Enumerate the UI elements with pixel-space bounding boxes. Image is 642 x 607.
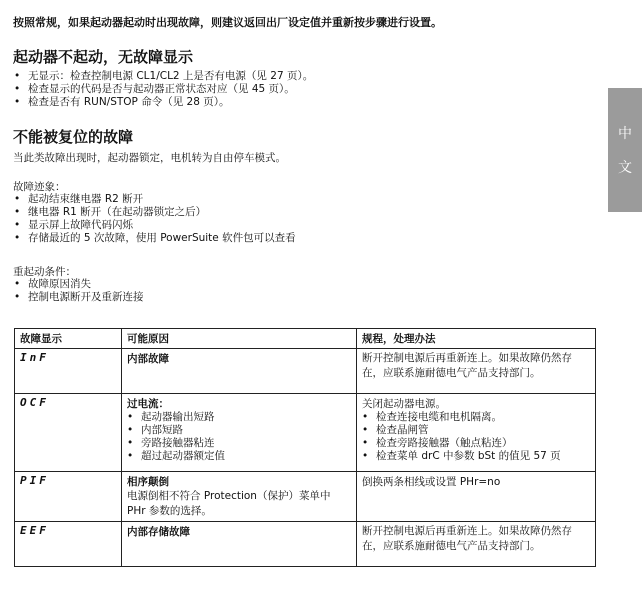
restart-conditions-label: 重起动条件： bbox=[13, 266, 76, 278]
section-title-non-resettable: 不能被复位的故障 bbox=[13, 128, 134, 146]
remedy-list bbox=[362, 411, 590, 463]
fault-table bbox=[14, 328, 596, 567]
list-item: • 检查晶闸管 bbox=[362, 424, 590, 437]
cause-cell bbox=[122, 394, 357, 472]
list-item: • 内部短路 bbox=[127, 424, 351, 437]
fault-code bbox=[15, 522, 122, 567]
cause-cell bbox=[122, 522, 357, 567]
fault-code-text: InF bbox=[20, 351, 49, 364]
list-item: • 无显示：检查控制电源 CL1/CL2 上是否有电源（见 27 页）。 bbox=[13, 70, 313, 83]
list-item: • 超过起动器额定值 bbox=[127, 450, 351, 463]
section-description: 当此类故障出现时，起动器锁定，电机转为自由停车模式。 bbox=[13, 152, 286, 164]
table-row bbox=[15, 394, 596, 472]
side-tab-char: 文 bbox=[618, 160, 632, 176]
list-item: • 显示屏上故障代码闪烁 bbox=[13, 219, 296, 232]
cause-title: 相序颠倒 bbox=[127, 476, 169, 488]
table-row bbox=[15, 522, 596, 567]
remedy-text: 断开控制电源后再重新连上。如果故障仍然存在，应联系施耐德电气产品支持部门。 bbox=[362, 525, 572, 552]
header-remedy: 规程，处理办法 bbox=[357, 329, 596, 349]
list-item: • 旁路接触器粘连 bbox=[127, 437, 351, 450]
cause-cell bbox=[122, 472, 357, 522]
cause-title: 内部故障 bbox=[127, 353, 169, 365]
fault-code-text: OCF bbox=[20, 396, 49, 409]
list-item: • 控制电源断开及重新连接 bbox=[13, 291, 144, 304]
language-side-tab bbox=[608, 88, 642, 212]
fault-code bbox=[15, 472, 122, 522]
table-header-row bbox=[15, 329, 596, 349]
remedy-text: 断开控制电源后再重新连上。如果故障仍然存在，应联系施耐德电气产品支持部门。 bbox=[362, 352, 572, 379]
cause-title: 过电流： bbox=[127, 398, 169, 410]
table-row bbox=[15, 472, 596, 522]
list-item: • 继电器 R1 断开（在起动器锁定之后） bbox=[13, 206, 296, 219]
fault-code bbox=[15, 394, 122, 472]
fault-signs-list bbox=[13, 193, 296, 245]
section-title-no-start: 起动器不起动，无故障显示 bbox=[13, 48, 194, 66]
remedy-cell bbox=[357, 522, 596, 567]
cause-cell bbox=[122, 349, 357, 394]
remedy-cell bbox=[357, 472, 596, 522]
cause-title: 内部存储故障 bbox=[127, 526, 190, 538]
list-item: • 检查显示的代码是否与起动器正常状态对应（见 45 页）。 bbox=[13, 83, 313, 96]
fault-code-text: EEF bbox=[20, 524, 49, 537]
list-item: • 检查连接电缆和电机隔离。 bbox=[362, 411, 590, 424]
cause-text: 电源倒相不符合 Protection（保护）菜单中 PHr 参数的选择。 bbox=[127, 490, 331, 517]
side-tab-char: 中 bbox=[618, 126, 632, 142]
list-item: • 检查旁路接触器（触点粘连） bbox=[362, 437, 590, 450]
remedy-cell bbox=[357, 394, 596, 472]
list-item: • 故障原因消失 bbox=[13, 278, 144, 291]
list-item: • 检查菜单 drC 中参数 bSt 的值见 57 页 bbox=[362, 450, 590, 463]
list-item: • 检查是否有 RUN/STOP 命令（见 28 页）。 bbox=[13, 96, 313, 109]
no-start-checklist bbox=[13, 70, 313, 109]
header-fault-display: 故障显示 bbox=[15, 329, 122, 349]
remedy-text: 倒换两条相线或设置 PHr=no bbox=[362, 476, 501, 488]
fault-code bbox=[15, 349, 122, 394]
cause-list bbox=[127, 411, 351, 463]
fault-signs-label: 故障迹象： bbox=[13, 181, 66, 193]
restart-conditions-list bbox=[13, 278, 144, 304]
list-item: • 起动器输出短路 bbox=[127, 411, 351, 424]
list-item: • 存储最近的 5 次故障，使用 PowerSuite 软件包可以查看 bbox=[13, 232, 296, 245]
remedy-cell bbox=[357, 349, 596, 394]
header-possible-cause: 可能原因 bbox=[122, 329, 357, 349]
list-item: • 起动结束继电器 R2 断开 bbox=[13, 193, 296, 206]
remedy-text: 关闭起动器电源。 bbox=[362, 398, 446, 410]
table-row bbox=[15, 349, 596, 394]
intro-text: 按照常规，如果起动器起动时出现故障，则建议返回出厂设定值并重新按步骤进行设置。 bbox=[13, 16, 442, 29]
fault-code-text: PIF bbox=[20, 474, 49, 487]
